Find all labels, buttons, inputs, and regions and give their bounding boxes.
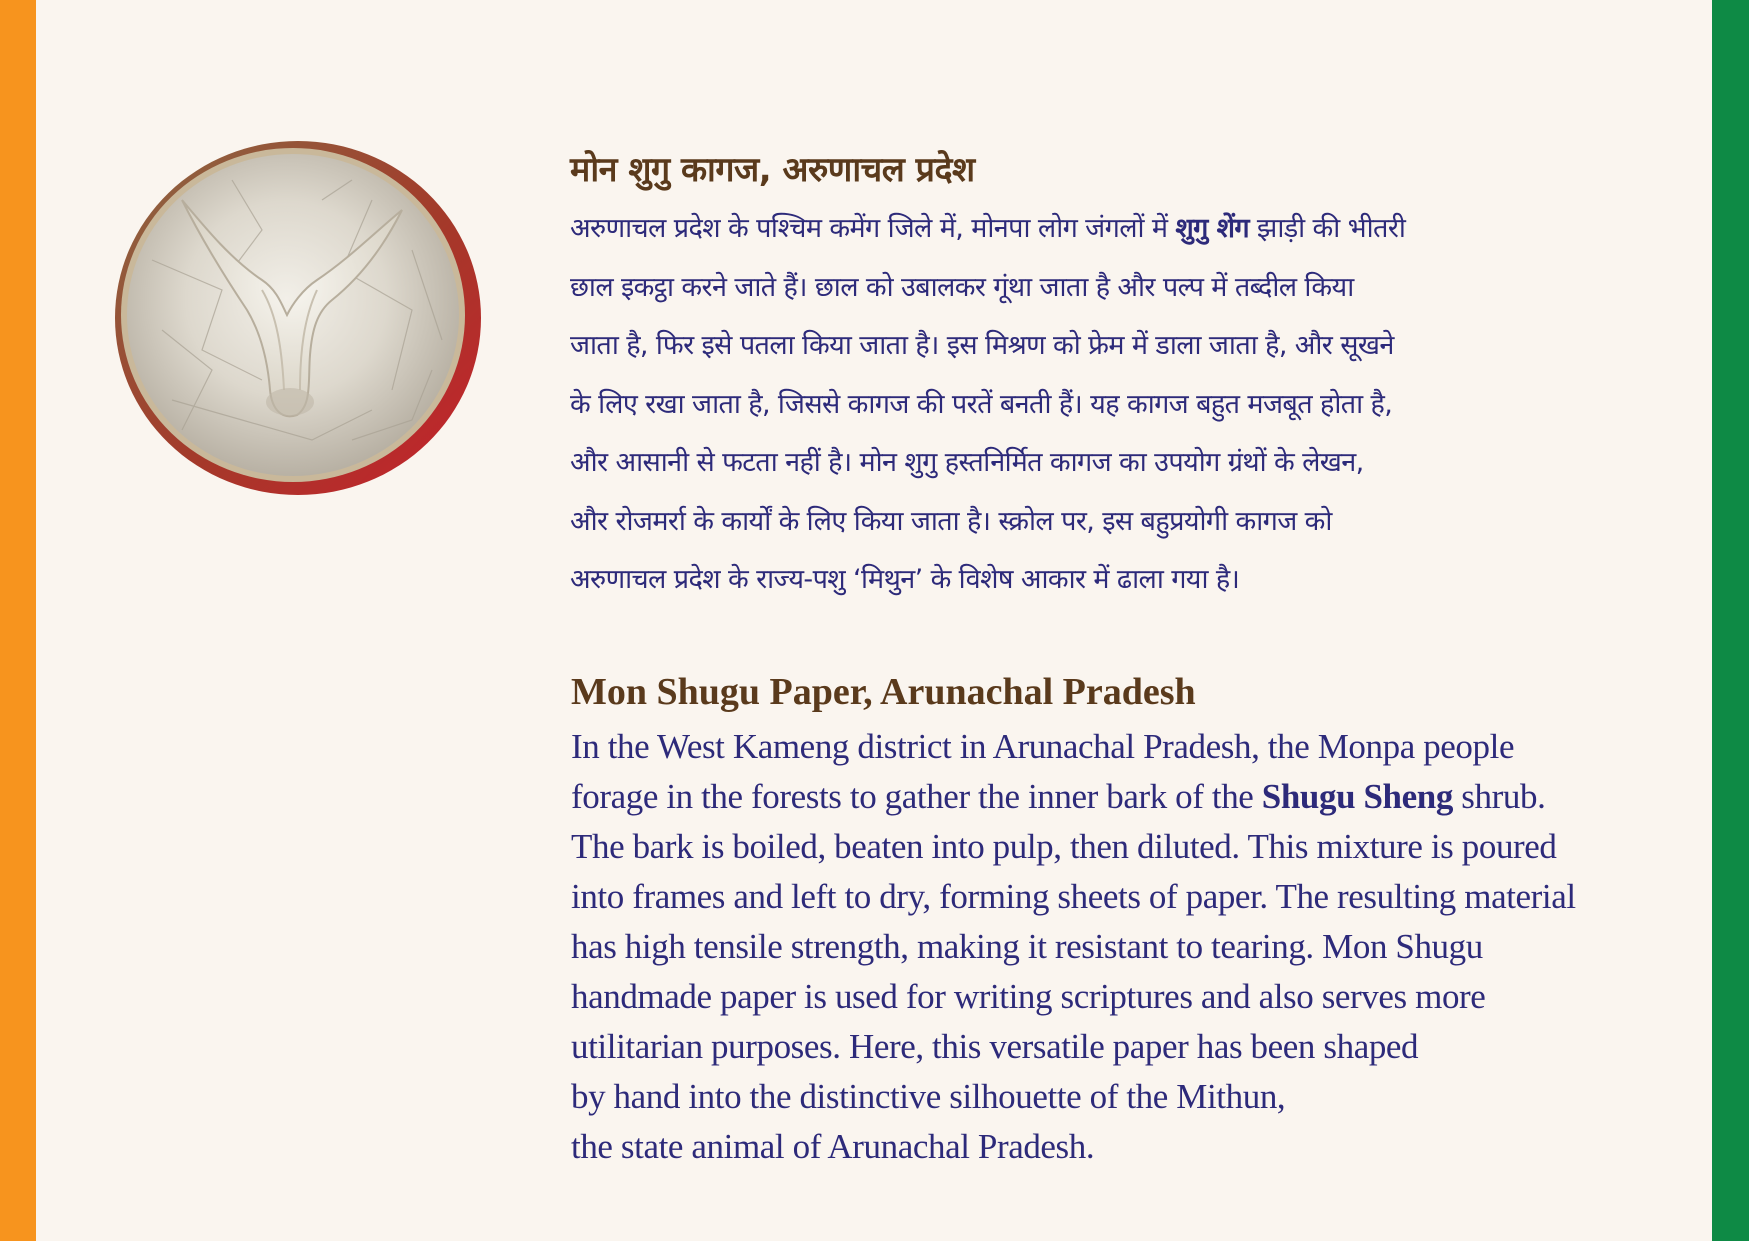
- english-text-segment: forage in the forests to gather the inner bark of the: [571, 776, 1262, 816]
- hindi-body-line: [570, 200, 1615, 259]
- english-body-line: by hand into the distinctive silhouette of the Mithun,: [571, 1076, 1286, 1116]
- hindi-body-line: छाल इकट्ठा करने जाते हैं। छाल को उबालकर गूंथा जाता है और पल्प में तब्दील किया: [570, 271, 1354, 303]
- english-body-line: [571, 772, 1615, 822]
- english-body-line: In the West Kameng district in Arunachal Pradesh, the Monpa people: [571, 726, 1515, 766]
- english-body-line: The bark is boiled, beaten into pulp, then diluted. This mixture is poured: [571, 826, 1557, 866]
- english-body: [571, 722, 1615, 1172]
- english-body-line: utilitarian purposes. Here, this versatile paper has been shaped: [571, 1026, 1419, 1066]
- hindi-shrub-term: शुगु शेंग: [1175, 213, 1249, 244]
- text-column: [570, 140, 1615, 1172]
- hindi-body-line: और आसानी से फटता नहीं है। मोन शुगु हस्तनिर्मित कागज का उपयोग ग्रंथों के लेखन,: [570, 447, 1364, 478]
- english-body-line: into frames and left to dry, forming sheets of paper. The resulting material: [571, 876, 1576, 916]
- hindi-body-line: अरुणाचल प्रदेश के राज्य-पशु ‘मिथुन’ के विशेष आकार में ढाला गया है।: [570, 564, 1240, 595]
- english-body-line: has high tensile strength, making it resistant to tearing. Mon Shugu: [571, 926, 1483, 966]
- hindi-text-segment: झाड़ी की भीतरी: [1248, 213, 1406, 244]
- english-title: Mon Shugu Paper, Arunachal Pradesh: [571, 670, 1196, 713]
- hindi-body-line: और रोजमर्रा के कार्यों के लिए किया जाता है। स्क्रोल पर, इस बहुप्रयोगी कागज को: [570, 505, 1332, 537]
- hindi-body: [570, 200, 1615, 610]
- mithun-paper-artifact-image: [112, 140, 482, 496]
- green-border-band: [1712, 0, 1749, 1241]
- english-body-line: handmade paper is used for writing scriptures and also serves more: [571, 976, 1486, 1016]
- hindi-text-segment: अरुणाचल प्रदेश के पश्चिम कमेंग जिले में, मोनपा लोग जंगलों में: [570, 213, 1176, 244]
- hindi-body-line: जाता है, फिर इसे पतला किया जाता है। इस मिश्रण को फ्रेम में डाला जाता है, और सूखने: [570, 330, 1394, 361]
- hindi-title: मोन शुगु कागज, अरुणाचल प्रदेश: [570, 150, 975, 190]
- hindi-body-line: के लिए रखा जाता है, जिससे कागज की परतें बनती हैं। यह कागज बहुत मजबूत होता है,: [570, 388, 1393, 420]
- saffron-border-band: [0, 0, 36, 1241]
- english-text-segment: shrub.: [1452, 776, 1546, 816]
- english-shrub-term: Shugu Sheng: [1261, 776, 1453, 816]
- english-body-line: the state animal of Arunachal Pradesh.: [571, 1126, 1095, 1166]
